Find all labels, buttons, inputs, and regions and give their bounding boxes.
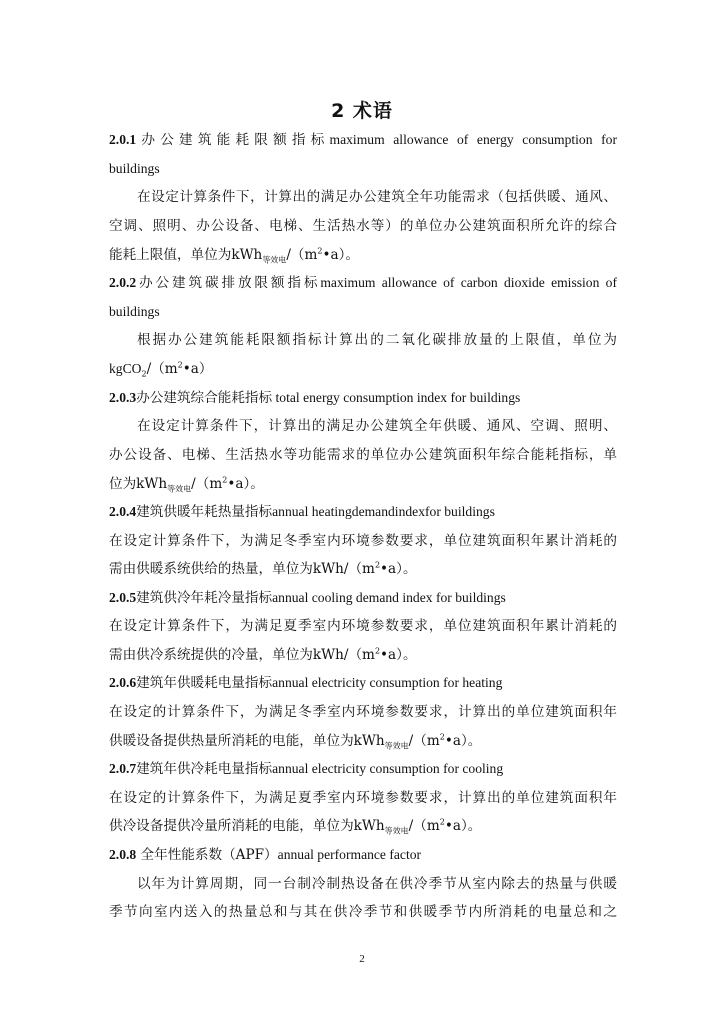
definition-text: 在设定计算条件下，为满足夏季室内环境参数要求，单位建筑面积年累计消耗的: [109, 618, 617, 634]
definition-text: 季节向室内送入的热量总和与其在供冷季节和供暖季节内所消耗的电量总和之: [109, 904, 617, 920]
definition-text: •a）。: [380, 647, 417, 663]
term-heading-cn: 建筑年供冷耗电量指标: [136, 761, 273, 777]
term-2-0-1-def-line: [109, 216, 617, 236]
term-heading-en: maximum allowance of carbon dioxide emission of: [320, 275, 617, 290]
term-number: 2.0.6: [109, 675, 137, 690]
definition-text: •a）。: [444, 733, 482, 749]
term-number: 2.0.5: [109, 590, 137, 605]
definition-text: 供冷设备提供冷量所消耗的电能，单位为kWh: [109, 818, 385, 834]
term-heading-cn: 建筑年供暖耗电量指标: [136, 675, 273, 691]
term-2-0-4-def-line: [109, 531, 617, 551]
term-heading-en: total energy consumption index for buildings: [272, 390, 521, 405]
term-number: 2.0.3: [109, 390, 137, 405]
term-2-0-3-heading: [109, 388, 617, 408]
term-heading-cn: 办公建筑能耗限额指标: [136, 132, 330, 148]
term-2-0-8-def-line: [137, 874, 617, 894]
definition-text: •a）: [182, 361, 213, 377]
term-heading-en: maximum allowance of energy consumption for: [329, 132, 617, 147]
definition-text: 空调、照明、办公设备、电梯、生活热水等）的单位办公建筑面积所允许的综合: [109, 218, 617, 234]
term-2-0-1-def-line: [109, 245, 617, 265]
term-heading-cn: 办公建筑综合能耗指标: [136, 390, 273, 406]
definition-text: /（m: [146, 361, 178, 377]
term-2-0-3-def-line: [109, 445, 617, 465]
term-heading-cn: 办公建筑碳排放限额指标: [136, 275, 321, 291]
term-2-0-7-def-line: [109, 788, 617, 808]
definition-text: 以年为计算周期，同一台制冷制热设备在供冷季节从室内除去的热量与供暖: [137, 876, 617, 892]
definition-text: 供暖设备提供热量所消耗的电能，单位为kWh: [109, 733, 385, 749]
unit-superscript: 2: [374, 560, 381, 570]
unit-subscript: 2: [141, 369, 147, 379]
term-number: 2.0.4: [109, 504, 137, 519]
definition-text: •a）。: [380, 561, 417, 577]
unit-superscript: 2: [374, 646, 381, 656]
term-2-0-7-def-line: [109, 816, 617, 836]
unit-superscript: 2: [177, 360, 183, 370]
term-2-0-6-heading: [109, 673, 617, 693]
term-heading-cn: 全年性能系数（APF）: [136, 847, 278, 863]
page-number: 2: [359, 953, 365, 965]
term-2-0-1-heading: [109, 130, 617, 150]
term-2-0-6-def-line: [109, 702, 617, 722]
term-2-0-6-def-line: [109, 731, 617, 751]
term-2-0-8-def-line: [109, 902, 617, 922]
term-2-0-4-heading: [109, 502, 617, 522]
term-2-0-2-def-line: [137, 330, 617, 350]
definition-text: 办公设备、电梯、生活热水等功能需求的单位办公建筑面积年综合能耗指标，单: [109, 447, 617, 463]
term-number: 2.0.2: [109, 275, 137, 290]
definition-text: 根据办公建筑能耗限额指标计算出的二氧化碳排放量的上限值，单位为: [137, 332, 617, 348]
term-heading-en: annual performance factor: [277, 847, 422, 862]
term-number: 2.0.1: [109, 132, 137, 147]
term-number: 2.0.8: [109, 847, 137, 862]
term-2-0-1-heading-cont: [109, 159, 617, 179]
term-2-0-3-def-line: [109, 474, 617, 494]
definition-text: 需由供冷系统提供的冷量，单位为kWh/（m: [109, 647, 375, 663]
term-2-0-8-heading: [109, 845, 617, 865]
term-2-0-2-heading: [109, 273, 617, 293]
unit-superscript: 2: [439, 732, 445, 742]
term-2-0-3-def-line: [137, 416, 617, 436]
definition-text: kgCO: [109, 361, 142, 376]
term-2-0-2-heading-cont: [109, 302, 617, 322]
definition-text: •a）。: [444, 818, 482, 834]
definition-text: /（m: [191, 476, 223, 492]
term-2-0-1-def-line: [137, 187, 617, 207]
term-heading-en: annual heatingdemandindexfor buildings: [272, 504, 495, 519]
term-heading-en-cont: buildings: [109, 161, 160, 176]
unit-superscript: 2: [317, 246, 323, 256]
term-heading-en: annual electricity consumption for heating: [272, 675, 503, 690]
term-2-0-5-heading: [109, 588, 617, 608]
definition-text: 位为kWh: [109, 476, 168, 492]
term-2-0-2-def-line: [109, 359, 617, 379]
term-2-0-5-def-line: [109, 645, 617, 665]
definition-text: 能耗上限值，单位为kWh: [109, 247, 263, 263]
definition-text: 在设定计算条件下，计算出的满足办公建筑全年功能需求（包括供暖、通风、: [137, 189, 617, 205]
definition-text: /（m: [408, 818, 440, 834]
definition-text: •a）。: [227, 476, 264, 492]
section-title: 2 术语: [331, 100, 393, 122]
unit-superscript: 2: [222, 475, 228, 485]
unit-subscript: 等效电: [262, 255, 287, 265]
unit-superscript: 2: [439, 817, 445, 827]
definition-text: 在设定的计算条件下，为满足冬季室内环境参数要求，计算出的单位建筑面积年: [109, 704, 617, 720]
unit-subscript: 等效电: [384, 741, 409, 751]
definition-text: 在设定的计算条件下，为满足夏季室内环境参数要求，计算出的单位建筑面积年: [109, 790, 617, 806]
term-heading-cn: 建筑供暖年耗热量指标: [136, 504, 273, 520]
unit-subscript: 等效电: [167, 484, 192, 494]
definition-text: •a）。: [322, 247, 359, 263]
term-heading-en: annual cooling demand index for buildings: [272, 590, 506, 605]
definition-text: /（m: [408, 733, 440, 749]
term-heading-en-cont: buildings: [109, 304, 160, 319]
unit-subscript: 等效电: [384, 826, 409, 836]
term-2-0-7-heading: [109, 759, 617, 779]
term-heading-en: annual electricity consumption for cooling: [272, 761, 504, 776]
term-number: 2.0.7: [109, 761, 137, 776]
term-2-0-5-def-line: [109, 616, 617, 636]
definition-text: 需由供暖系统供给的热量，单位为kWh/（m: [109, 561, 375, 577]
definition-text: 在设定计算条件下，计算出的满足办公建筑全年供暖、通风、空调、照明、: [137, 418, 617, 434]
term-heading-cn: 建筑供冷年耗冷量指标: [136, 590, 273, 606]
definition-text: 在设定计算条件下，为满足冬季室内环境参数要求，单位建筑面积年累计消耗的: [109, 533, 617, 549]
term-2-0-4-def-line: [109, 559, 617, 579]
definition-text: /（m: [286, 247, 318, 263]
